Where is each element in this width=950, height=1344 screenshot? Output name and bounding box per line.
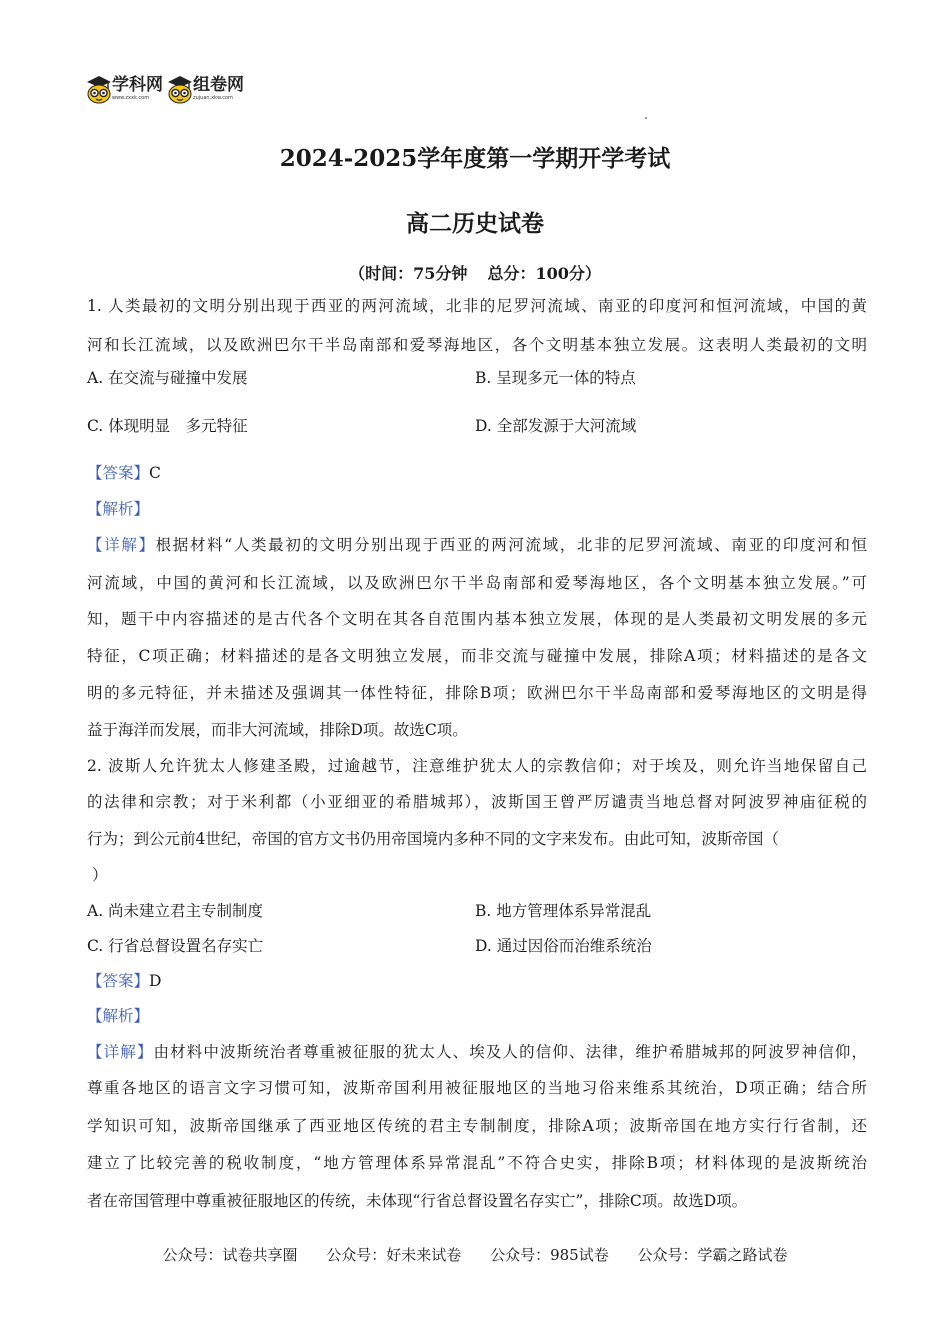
- footer-item: 公众号：学霸之路试卷: [637, 1246, 788, 1264]
- q2-stem-line: 行为；到公元前4世纪，帝国的官方文书仍用帝国境内多种不同的文字来发布。由此可知，波斯帝国（: [87, 830, 779, 848]
- q2-option-b: B. 地方管理体系异常混乱: [475, 902, 652, 920]
- q1-detail-line: 明的多元特征，并未描述及强调其一体性特征，排除B项；欧洲巴尔干半岛南部和爱琴海地区的文明是得: [87, 684, 867, 702]
- stray-dot: [645, 117, 647, 119]
- q2-answer-value: D: [149, 972, 162, 990]
- q1-detail-line: 特征，C项正确；材料描述的是各文明独立发展，而非交流与碰撞中发展，排除A项；材料描述的是各文: [87, 647, 867, 665]
- q2-detail-line: 尊重各地区的语言文字习惯可知，波斯帝国利用被征服地区的当地习俗来维系其统治，D项正确；结合所: [87, 1079, 867, 1097]
- q1-answer-value: C: [149, 464, 161, 482]
- logo-xuekewang: [86, 74, 163, 104]
- logo-brand1-text: 学科网: [112, 75, 163, 95]
- q2-stem-line: 的法律和宗教；对于米利都（小亚细亚的希腊城邦），波斯国王曾严厉谴责当地总督对阿波罗神庙征税的: [87, 793, 867, 811]
- exam-subtitle: 高二历史试卷: [406, 210, 544, 237]
- logo-brand2-url: zujuan.xkw.com: [193, 95, 233, 101]
- q2-option-d: D. 通过因俗而治维系统治: [475, 937, 652, 955]
- q1-detail-line: 益于海洋而发展，而非大河流域，排除D项。故选C项。: [87, 721, 468, 739]
- answer-tag: 【答案】: [87, 972, 150, 990]
- detail-tag: 【详解】: [87, 536, 156, 554]
- q2-option-a: A. 尚未建立君主专制制度: [87, 902, 264, 920]
- exam-info: [0, 261, 950, 284]
- q2-stem-line: 2. 波斯人允许犹太人修建圣殿，过逾越节，注意维护犹太人的宗教信仰；对于埃及，则允许当地保留自己: [87, 757, 867, 775]
- q1-option-d: D. 全部发源于大河流域: [475, 417, 637, 435]
- q1-detail-line: 河流域，中国的黄河和长江流域，以及欧洲巴尔干半岛南部和爱琴海地区，各个文明基本独立发展。”可: [87, 574, 867, 592]
- owl-scholar-icon: [167, 74, 193, 104]
- q2-option-c: C. 行省总督设置名存实亡: [87, 937, 264, 955]
- logo-brand2-text: 组卷网: [193, 75, 244, 95]
- footer-item: 公众号：好未来试卷: [326, 1246, 462, 1264]
- q1-detail-line: 知，题干中内容描述的是古代各个文明在其各自范围内基本独立发展，体现的是人类最初文明发展的多元: [87, 610, 867, 628]
- footer: [0, 1244, 950, 1265]
- analysis-tag: 【解析】: [87, 500, 150, 518]
- q1-option-b: B. 呈现多元一体的特点: [475, 369, 636, 387]
- q2-detail-line: 者在帝国管理中尊重被征服地区的传统，未体现“行省总督设置名存实亡”，排除C项。故选D项。: [87, 1192, 748, 1210]
- q1-detail-line: [87, 535, 867, 555]
- q2-stem-line: ）: [92, 866, 108, 884]
- q1-option-c: C. 体现明显 多元特征: [87, 417, 248, 435]
- logo-brand1-url: www.zxxk.com: [112, 95, 150, 101]
- q1-option-a: A. 在交流与碰撞中发展: [87, 369, 248, 387]
- q1-answer: [87, 463, 867, 483]
- owl-scholar-icon: [86, 74, 112, 104]
- exam-title: 2024-2025学年度第一学期开学考试: [279, 145, 671, 172]
- q1-stem-line: 河和长江流域，以及欧洲巴尔干半岛南部和爱琴海地区，各个文明基本独立发展。这表明人类最初的文明: [87, 336, 867, 354]
- exam-total: 总分：100分）: [487, 264, 601, 283]
- exam-time: （时间：75分钟: [349, 264, 468, 283]
- q1-detail-text: 根据材料“人类最初的文明分别出现于西亚的两河流域，北非的尼罗河流域、南亚的印度河和恒: [155, 536, 867, 554]
- q2-detail-line: [87, 1042, 867, 1062]
- q2-detail-text: 由材料中波斯统治者尊重被征服的犹太人、埃及人的信仰、法律，维护希腊城邦的阿波罗神信仰，: [153, 1043, 867, 1061]
- q2-analysis: [87, 1006, 867, 1026]
- q2-detail-line: 学知识可知，波斯帝国继承了西亚地区传统的君主专制制度，排除A项；波斯帝国在地方实行行省制，还: [87, 1117, 867, 1135]
- detail-tag: 【详解】: [87, 1043, 154, 1061]
- q1-analysis: [87, 499, 867, 519]
- q2-answer: [87, 971, 867, 991]
- logo-zujuanwang: [167, 74, 244, 104]
- answer-tag: 【答案】: [87, 464, 150, 482]
- analysis-tag: 【解析】: [87, 1007, 150, 1025]
- q1-stem-line: 1. 人类最初的文明分别出现于西亚的两河流域，北非的尼罗河流域、南亚的印度河和恒河流域，中国的黄: [87, 297, 867, 315]
- brand-logo: [86, 72, 248, 106]
- q2-detail-line: 建立了比较完善的税收制度，“地方管理体系异常混乱”不符合史实，排除B项；材料体现的是波斯统治: [87, 1154, 867, 1172]
- footer-item: 公众号：985试卷: [490, 1246, 609, 1264]
- footer-item: 公众号：试卷共享圈: [162, 1246, 298, 1264]
